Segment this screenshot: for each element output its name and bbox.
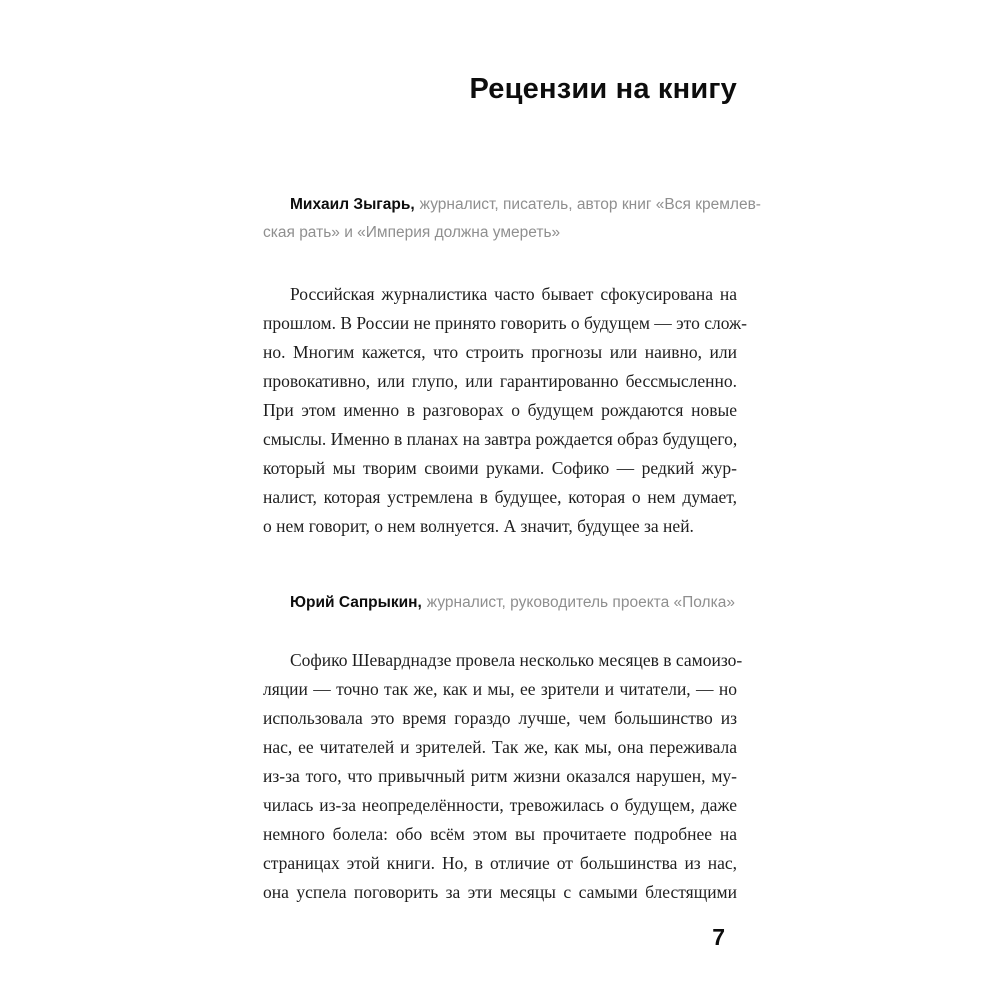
paragraph-line: ляции — точно так же, как и мы, ее зрители и читатели, — но	[263, 679, 737, 699]
paragraph-line: но. Многим кажется, что строить прогнозы или наивно, или	[263, 342, 737, 362]
paragraph-line: страницах этой книги. Но, в отличие от большинства из нас,	[263, 853, 737, 873]
paragraph-line: При этом именно в разговорах о будущем рождаются новые	[263, 400, 737, 420]
author-name: Юрий Сапрыкин,	[290, 594, 422, 611]
review-paragraph-2	[263, 646, 743, 907]
paragraph-line: Софико Шеварднадзе провела несколько месяцев в самоизо-	[290, 650, 743, 670]
review-author-1	[263, 191, 761, 247]
paragraph-line: провокативно, или глупо, или гарантированно бессмысленно.	[263, 371, 737, 391]
paragraph-line: налист, которая устремлена в будущее, которая о нем думает,	[263, 487, 737, 507]
paragraph-line: из-за того, что привычный ритм жизни оказался нарушен, му-	[263, 766, 737, 786]
paragraph-line: смыслы. Именно в планах на завтра рождается образ будущего,	[263, 429, 738, 449]
page-title: Рецензии на книгу	[469, 73, 737, 105]
paragraph-line: немного болела: обо всём этом вы прочитаете подробнее на	[263, 824, 737, 844]
review-paragraph-1	[263, 280, 747, 541]
review-author-2	[263, 589, 737, 617]
paragraph-line: чилась из-за неопределённости, тревожилась о будущем, даже	[263, 795, 737, 815]
paragraph-line: который мы творим своими руками. Софико — редкий жур-	[263, 458, 737, 478]
paragraph-line: она успела поговорить за эти месяцы с самыми блестящими	[263, 882, 737, 902]
paragraph-line: Российская журналистика часто бывает сфокусирована на	[290, 284, 737, 304]
author-description: журналист, писатель, автор книг «Вся кремлев-	[419, 196, 761, 213]
author-byline-line: ская рать» и «Империя должна умереть»	[263, 224, 561, 241]
paragraph-line: нас, ее читателей и зрителей. Так же, как мы, она переживала	[263, 737, 737, 757]
author-description: журналист, руководитель проекта «Полка»	[426, 594, 735, 611]
page-number: 7	[712, 924, 725, 950]
paragraph-line: прошлом. В России не принято говорить о будущем — это слож-	[263, 313, 747, 333]
author-byline-line	[263, 589, 737, 617]
paragraph-line: о нем говорит, о нем волнуется. А значит, будущее за ней.	[263, 516, 694, 536]
author-byline-line	[263, 191, 761, 219]
paragraph-line: использовала это время гораздо лучше, чем большинство из	[263, 708, 737, 728]
author-name: Михаил Зыгарь,	[290, 196, 415, 213]
